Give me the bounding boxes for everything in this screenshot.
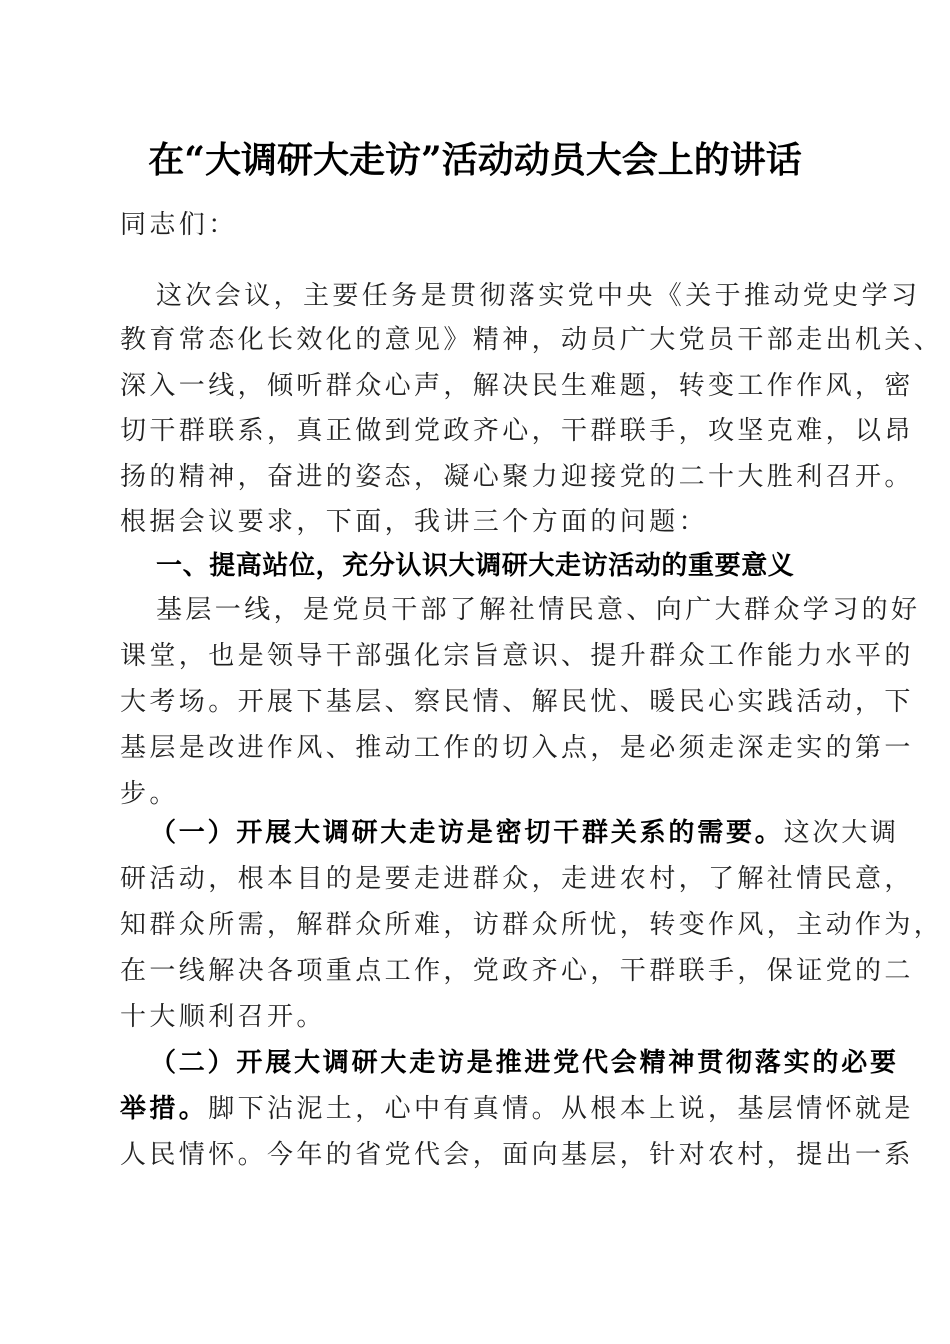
subsection-heading: （二）开展大调研大走访是推进党代会精神贯彻落实的必要 xyxy=(150,1048,899,1078)
paragraph-line: 知群众所需，解群众所难，访群众所忧，转变作风，主动作为， xyxy=(120,910,944,940)
paragraph-line: 人民情怀。今年的省党代会，面向基层，针对农村，提出一系 xyxy=(120,1140,914,1170)
section-heading: 一、提高站位，充分认识大调研大走访活动的重要意义 xyxy=(156,551,795,581)
subsection-text: 这次大调 xyxy=(783,818,899,848)
paragraph-line: 教育常态化长效化的意见》精神，动员广大党员干部走出机关、 xyxy=(120,325,944,355)
paragraph-line: 课堂，也是领导干部强化宗旨意识、提升群众工作能力水平的 xyxy=(120,641,914,671)
subsection-line xyxy=(150,1045,899,1081)
paragraph-line: 切干群联系，真正做到党政齐心，干群联手，攻坚克难，以昂 xyxy=(120,416,914,446)
salutation: 同志们： xyxy=(120,210,238,240)
subsection-text: 脚下沾泥土，心中有真情。从根本上说，基层情怀就是 xyxy=(208,1094,914,1124)
subsection-line xyxy=(150,815,899,851)
paragraph-line: 根据会议要求，下面，我讲三个方面的问题： xyxy=(120,507,709,537)
paragraph-line: 大考场。开展下基层、察民情、解民忧、暖民心实践活动，下 xyxy=(120,687,914,717)
paragraph-line: 基层是改进作风、推动工作的切入点，是必须走深走实的第一 xyxy=(120,733,914,763)
paragraph-line: 深入一线，倾听群众心声，解决民生难题，转变工作作风，密 xyxy=(120,371,914,401)
paragraph-line: 研活动，根本目的是要走进群众，走进农村，了解社情民意， xyxy=(120,864,914,894)
document-title: 在“大调研大走访”活动动员大会上的讲话 xyxy=(148,139,802,181)
paragraph-line xyxy=(120,1091,914,1127)
paragraph-line: 十大顺利召开。 xyxy=(120,1002,326,1032)
subsection-heading-cont: 举措。 xyxy=(120,1094,209,1124)
paragraph-line: 扬的精神，奋进的姿态，凝心聚力迎接党的二十大胜利召开。 xyxy=(120,462,914,492)
paragraph-line: 基层一线，是党员干部了解社情民意、向广大群众学习的好 xyxy=(156,595,921,625)
paragraph-line: 在一线解决各项重点工作，党政齐心，干群联手，保证党的二 xyxy=(120,956,914,986)
paragraph-line: 步。 xyxy=(120,779,179,809)
subsection-heading: （一）开展大调研大走访是密切干群关系的需要。 xyxy=(150,818,784,848)
paragraph-line: 这次会议，主要任务是贯彻落实党中央《关于推动党史学习 xyxy=(156,281,921,311)
